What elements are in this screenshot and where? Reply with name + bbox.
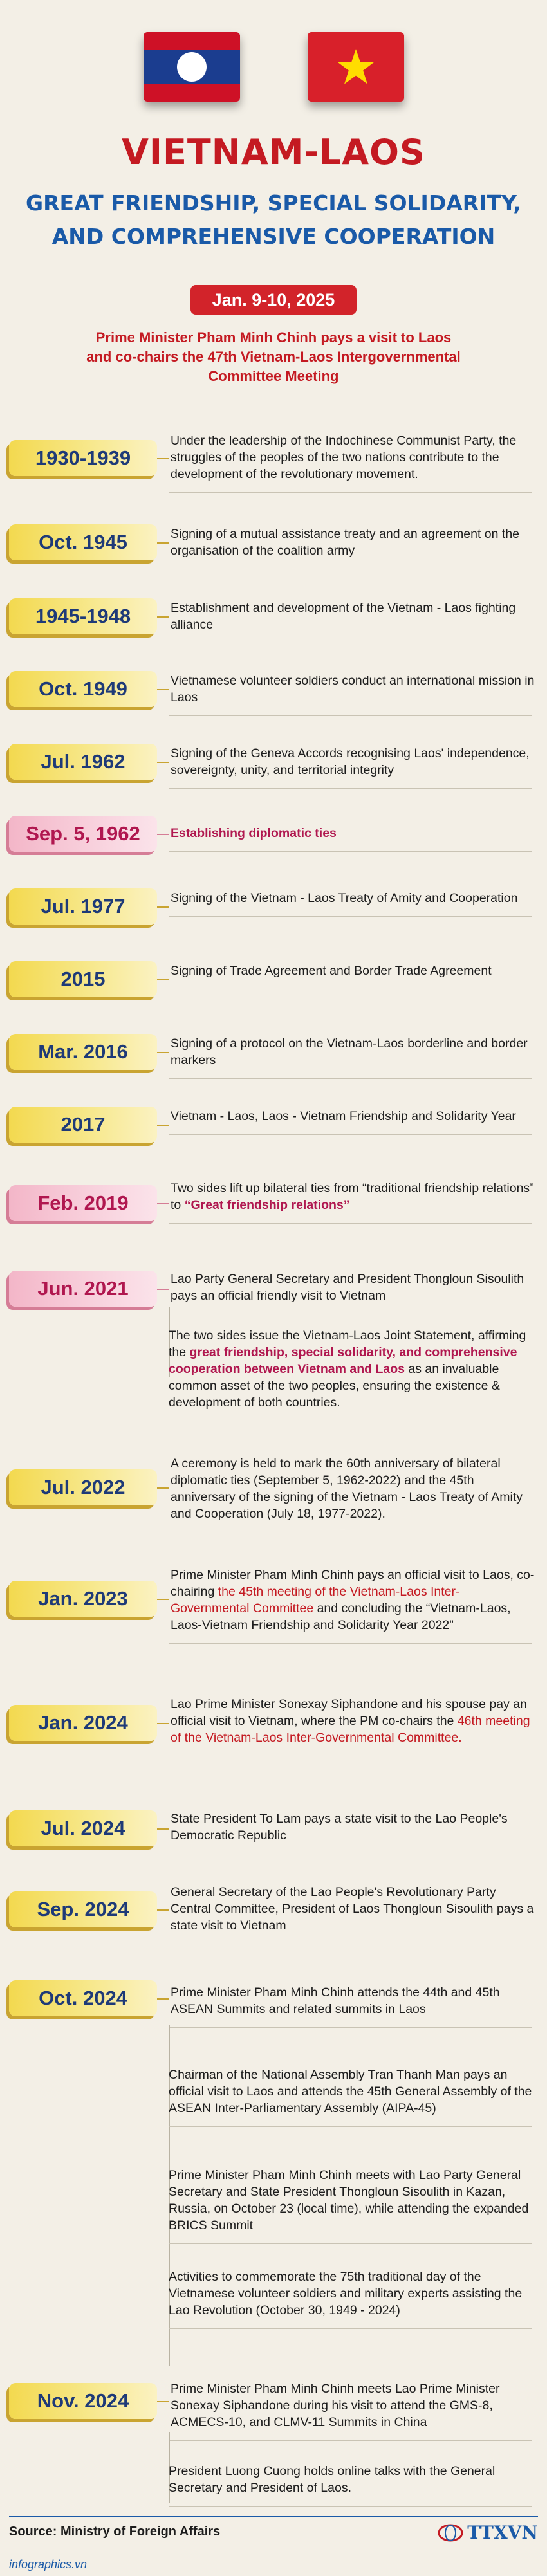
date-badge: Jan. 9-10, 2025 [190,285,357,315]
page-title: VIETNAM-LAOS [122,132,425,172]
timeline-description: Lao Prime Minister Sonexay Siphandone and his spouse pay an official visit to Vietnam, where the PM co-chairs the 46th meeting of the Vietnam-Laos Inter-Governmental Committee. [169,1696,537,1746]
timeline-description: General Secretary of the Lao People's Revolutionary Party Central Committee, President of Laos Thongloun Sisoulith pays a state visit to Vietnam [169,1884,537,1934]
timeline-sub-description: President Luong Cuong holds online talks with the General Secretary and President of Laos. [169,2463,537,2496]
timeline-sub-description: The two sides issue the Vietnam-Laos Joint Statement, affirming the great friendship, special solidarity, and comprehensive cooperation between Vietnam and Laos as an invaluable common asset of the two peoples, ensuring the existence & development of both countries. [169,1327,537,1411]
timeline-date: Oct. 2024 [9,1980,157,2016]
timeline-sub-description: Activities to commemorate the 75th traditional day of the Vietnamese volunteer soldiers and military experts assisting the Lao Revolution (October 30, 1949 - 2024) [169,2268,537,2319]
globe-icon [438,2524,463,2542]
timeline-description: Vietnamese volunteer soldiers conduct an international mission in Laos [169,672,537,706]
timeline-description: Signing of Trade Agreement and Border Trade Agreement [169,962,537,979]
timeline-description: Signing of the Geneva Accords recognising Laos' independence, sovereignty, unity, and territorial integrity [169,745,537,778]
timeline-description: Signing of a mutual assistance treaty and an agreement on the organisation of the coalition army [169,526,537,559]
timeline-date: Mar. 2016 [9,1034,157,1070]
timeline-description: Signing of a protocol on the Vietnam-Laos borderline and border markers [169,1035,537,1069]
timeline-sub-description: Prime Minister Pham Minh Chinh meets with Lao Party General Secretary and State President Thongloun Sisoulith in Kazan, Russia, on October 23 (local time), while attending the expanded BRICS Summit [169,2167,537,2234]
laos-flag [144,32,240,102]
timeline-description: A ceremony is held to mark the 60th anniversary of bilateral diplomatic ties (September 5, 1962-2022) and the 45th anniversary of the signing of the Vietnam - Laos Treaty of Amity and Cooperation (July 18, 1977-2022). [169,1455,537,1522]
timeline-description: Prime Minister Pham Minh Chinh meets Lao Prime Minister Sonexay Siphandone during his visit to attend the GMS-8, ACMECS-10, and CLMV-11 Summits in China [169,2380,537,2431]
timeline-date: 2015 [9,961,157,997]
timeline-description: Lao Party General Secretary and President Thongloun Sisoulith pays an official friendly visit to Vietnam [169,1271,537,1304]
timeline-description: Two sides lift up bilateral ties from “traditional friendship relations” to “Great friendship relations” [169,1180,537,1213]
timeline-date: 1945-1948 [9,598,157,634]
footer-divider [9,2516,538,2517]
timeline-description: Establishing diplomatic ties [169,825,537,842]
flags [0,32,547,116]
ttxvn-logo: TTXVN [438,2522,538,2543]
star-icon [336,47,376,87]
lead-text: Prime Minister Pham Minh Chinh pays a visit to Laos and co-chairs the 47th Vietnam-Laos Intergovernmental Committee Meeting [86,329,461,384]
timeline-description: State President To Lam pays a state visit to the Lao People's Democratic Republic [169,1810,537,1844]
timeline-date: Oct. 1945 [9,524,157,560]
timeline-description: Establishment and development of the Vietnam - Laos fighting alliance [169,600,537,633]
timeline-date: Oct. 1949 [9,671,157,707]
timeline-date: Feb. 2019 [9,1185,157,1221]
timeline-date: Jul. 1962 [9,744,157,780]
timeline-description: Under the leadership of the Indochinese Communist Party, the struggles of the peoples of the two nations contribute to the development of the revolutionary movement. [169,432,537,483]
timeline-date: Jun. 2021 [9,1271,157,1307]
vietnam-flag [308,32,404,102]
timeline-date: 1930-1939 [9,440,157,476]
timeline-date: 2017 [9,1107,157,1143]
timeline-date: Sep. 2024 [9,1891,157,1927]
source-credit: Source: Ministry of Foreign Affairs [9,2525,221,2539]
timeline-sub-description: Chairman of the National Assembly Tran Thanh Man pays an official visit to Laos and attends the 45th General Assembly of the ASEAN Inter-Parliamentary Assembly (AIPA-45) [169,2066,537,2117]
timeline-date: Sep. 5, 1962 [9,816,157,852]
page-subtitle: GREAT FRIENDSHIP, SPECIAL SOLIDARITY, AND COMPREHENSIVE COOPERATION [26,190,521,249]
timeline-date: Nov. 2024 [9,2383,157,2419]
timeline-description: Prime Minister Pham Minh Chinh pays an official visit to Laos, co-chairing the 45th meeting of the Vietnam-Laos Inter-Governmental Committee and concluding the “Vietnam-Laos, Laos-Vietnam Friendship and Solidarity Year 2022” [169,1567,537,1633]
timeline-date: Jul. 2024 [9,1810,157,1846]
timeline-description: Vietnam - Laos, Laos - Vietnam Friendship and Solidarity Year [169,1108,537,1125]
timeline-date: Jul. 2022 [9,1469,157,1505]
timeline-date: Jan. 2024 [9,1705,157,1741]
site-url[interactable]: infographics.vn [9,2558,88,2571]
timeline-date: Jul. 1977 [9,888,157,925]
timeline-description: Signing of the Vietnam - Laos Treaty of Amity and Cooperation [169,890,537,906]
timeline-description: Prime Minister Pham Minh Chinh attends the 44th and 45th ASEAN Summits and related summits in Laos [169,1984,537,2018]
timeline-date: Jan. 2023 [9,1581,157,1617]
